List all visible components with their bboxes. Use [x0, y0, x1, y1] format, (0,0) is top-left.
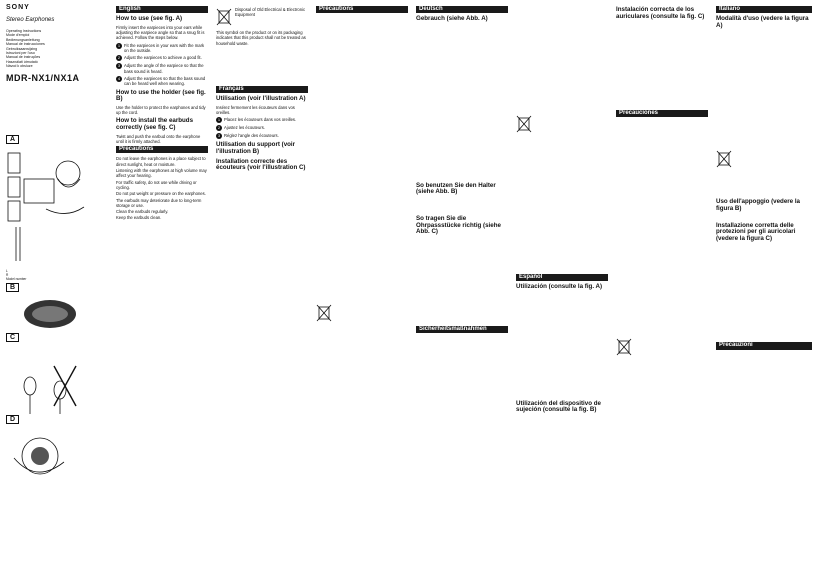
figure-a-notes: L R Model number [6, 269, 27, 281]
heading-utilizacion: Utilización (consulte la fig. A) [516, 283, 603, 291]
list-item: Keep the earbuds clean. [116, 215, 162, 221]
sony-logo: SONY [6, 4, 30, 11]
body-text: Use the holder to protect the earphones and tidy up the cord. [116, 104, 206, 116]
crossed-bin-icon [316, 303, 332, 323]
step-number-icon: 4 [117, 75, 121, 81]
heading-precauciones: Precauciones [616, 110, 708, 117]
figure-d [6, 408, 94, 478]
heading-utilisation: Utilisation (voir l'illustration A) [216, 95, 306, 103]
column-german-1 [416, 4, 508, 336]
step-3: 3 Réglez l'angle des écouteurs. [217, 133, 279, 139]
step-number-icon: 2 [217, 125, 221, 131]
list-item: Clean the earbuds regularly. [116, 209, 169, 215]
crossed-bin-icon [716, 149, 732, 169]
list-item: For traffic safety, do not use while driving or cycling. [116, 179, 197, 190]
heading-precautions-fr: Précautions [316, 6, 408, 13]
small-caption [6, 83, 94, 87]
list-item: Do not put weight or pressure on the earphones. [116, 191, 206, 197]
crossed-bin-icon [216, 7, 232, 27]
step-number-icon: 3 [117, 63, 121, 69]
figure-d-label: D [6, 415, 19, 424]
figure-b [6, 276, 94, 324]
disposal-heading: Disposal of Old Electrical & Electronic Equipment [235, 7, 306, 18]
heading-appoggio: Uso dell'appoggio (vedere la figura B) [716, 198, 800, 213]
lang-header-spanish: Español [516, 274, 608, 281]
column-english-2 [216, 4, 308, 174]
step-3: 3 Adjust the angle of the earpiece so that the bass sound is heard. [117, 63, 204, 74]
step-number-icon: 2 [117, 55, 121, 61]
body-text: Insérez fermement les écouteurs dans vos oreilles. [216, 104, 295, 116]
column-italian [716, 4, 812, 353]
heading-support: Utilisation du support (voir l'illustration B) [216, 141, 296, 155]
crossed-bin-icon [616, 337, 632, 357]
heading-precautions: Precautions [116, 146, 208, 153]
column-english-1 [116, 4, 208, 222]
body-text: Firmly insert the earpieces into your ears while adjusting the earpiece angle so that a snug fit is achieved. Follow the steps below. [116, 24, 205, 41]
heading-instalacion: Instalación correcta de los auriculares (consulte la fig. C) [616, 6, 705, 20]
lang-header-french: Français [216, 86, 308, 93]
figure-a-label: A [6, 135, 19, 144]
step-number-icon: 1 [217, 117, 221, 123]
disposal-block [516, 114, 608, 134]
heading-gebrauch: Gebrauch (siehe Abb. A) [416, 15, 488, 23]
column-german-2 [516, 4, 608, 416]
step-1: 1 Fit the earpieces in your ears with the mark on the outside. [117, 42, 205, 54]
heading-installazione: Installazione corretta delle protezioni per gli auricolari (vedere la figura C) [716, 221, 796, 242]
figure-b-label: B [6, 283, 19, 292]
column-spanish-2 [616, 4, 708, 360]
disposal-block [216, 7, 308, 27]
crossed-bin-icon [516, 114, 532, 134]
heading-dispositivo: Utilización del dispositivo de sujeción (consulte la fig. B) [516, 399, 601, 414]
disposal-block [316, 303, 408, 323]
column-french-2 [316, 4, 408, 326]
language-list: Operating Instructions Mode d'emploi Bedienungsanleitung Manual de instrucciones Gebruiksaanwijzing Istruzioni per l'uso Manual de instruções Használati útmutató Návod k obsluze [6, 29, 45, 69]
heading-how-to-use: How to use (see fig. A) [116, 15, 183, 23]
body-text: This symbol on the product or on its packaging indicates that this product shall not be treated as household waste. [216, 30, 306, 46]
heading-holder: How to use the holder (see fig. B) [116, 88, 206, 103]
model-number: MDR-NX1/NX1A [6, 72, 80, 83]
heading-installation: Installation correcte des écouteurs (voir l'illustration C) [216, 157, 306, 172]
list-item: The earbuds may deteriorate due to long-term storage or use. [116, 197, 202, 208]
body-text: Twist and push the earbud onto the earphone until it is firmly attached. [116, 133, 201, 144]
heading-modalita: Modalità d'uso (vedere la figura A) [716, 15, 809, 29]
lang-header-english: English [116, 6, 208, 13]
step-4: 4 Adjust the earpieces so that the bass sound can be heard well when wearing. [117, 75, 206, 87]
heading-install: How to install the earbuds correctly (see fig. C) [116, 117, 194, 131]
disposal-block [616, 337, 708, 357]
step-1: 1 Placez les écouteurs dans vos oreilles. [217, 117, 297, 123]
list-item: Listening with the earphones at high volume may affect your hearing. [116, 168, 207, 179]
heading-sicherheit: Sicherheitsmaßnahmen [416, 326, 508, 333]
step-2: 2 Adjust the earpieces to achieve a good fit. [117, 55, 202, 61]
heading-ohrpassstuecke: So tragen Sie die Ohrpassstücke richtig (siehe Abb. C) [416, 215, 501, 236]
heading-halter: So benutzen Sie den Halter (siehe Abb. B) [416, 181, 496, 196]
disposal-block [716, 149, 812, 169]
step-number-icon: 3 [217, 133, 221, 139]
product-title: Stereo Earphones [6, 17, 55, 23]
part-number [93, 6, 94, 10]
figure-c-label: C [6, 333, 19, 342]
left-panel [6, 4, 94, 87]
step-2: 2 Ajustez les écouteurs. [217, 125, 265, 131]
figure-a [6, 128, 94, 281]
heading-precauzioni: Precauzioni [716, 342, 812, 349]
step-number-icon: 1 [117, 42, 121, 48]
list-item: Do not leave the earphones in a place subject to direct sunlight, heat or moisture. [116, 156, 206, 167]
lang-header-italian: Italiano [716, 6, 812, 13]
figure-c [6, 326, 94, 406]
lang-header-german: Deutsch [416, 6, 508, 13]
